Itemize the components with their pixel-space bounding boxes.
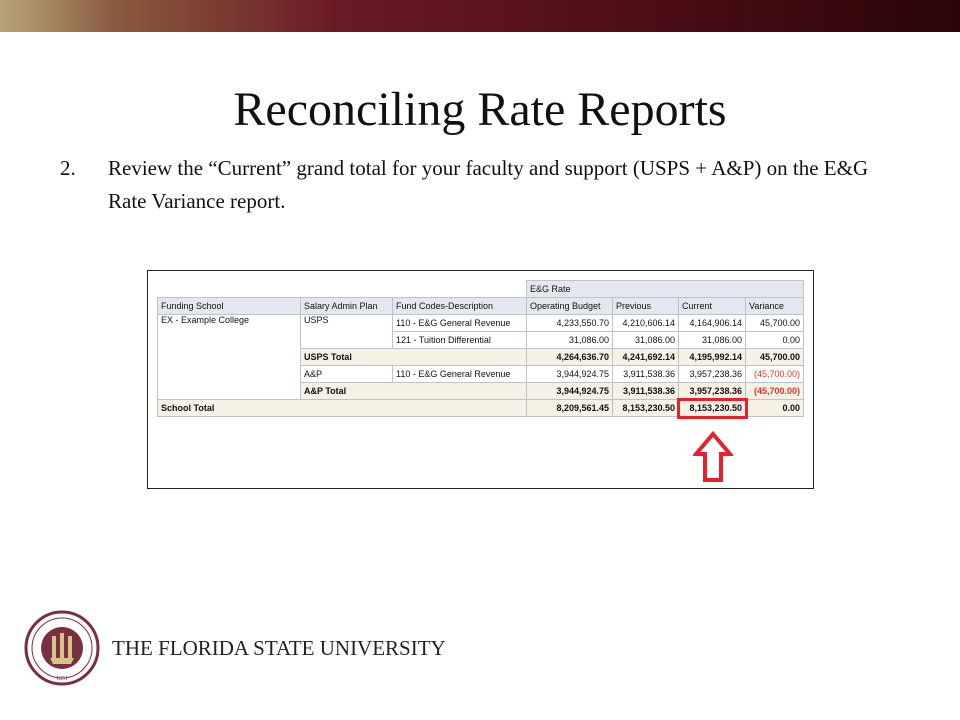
slide-title: Reconciling Rate Reports	[233, 83, 727, 136]
col-header: Variance	[746, 298, 804, 315]
value-cell: 3,944,924.75	[527, 366, 613, 383]
value-cell: 4,195,992.14	[679, 349, 746, 366]
up-arrow-icon	[693, 431, 733, 483]
value-cell: 0.00	[746, 400, 804, 417]
value-cell: 3,957,238.36	[679, 383, 746, 400]
value-cell: 45,700.00	[746, 315, 804, 332]
subtotal-label: USPS Total	[301, 349, 527, 366]
col-header: Salary Admin Plan	[301, 298, 393, 315]
value-cell: 31,086.00	[613, 332, 679, 349]
group-header: E&G Rate	[527, 281, 804, 298]
value-cell: 4,264,636.70	[527, 349, 613, 366]
table-row	[158, 315, 804, 332]
funding-school-cell: EX - Example College	[158, 315, 301, 400]
value-cell: 4,241,692.14	[613, 349, 679, 366]
grand-total-label: School Total	[158, 400, 527, 417]
value-cell: 3,957,238.36	[679, 366, 746, 383]
value-cell: 3,911,538.36	[613, 366, 679, 383]
fund-cell: 110 - E&G General Revenue	[393, 366, 527, 383]
step-number: 2.	[60, 156, 76, 180]
value-cell: (45,700.00)	[746, 383, 804, 400]
value-cell: 31,086.00	[679, 332, 746, 349]
col-header: Fund Codes-Description	[393, 298, 527, 315]
value-cell: 0.00	[746, 332, 804, 349]
admin-plan-cell: A&P	[301, 366, 393, 383]
university-seal-icon	[24, 610, 100, 686]
highlighted-current-total: 8,153,230.50	[679, 400, 746, 417]
value-cell: 4,164,906.14	[679, 315, 746, 332]
value-cell: 8,153,230.50	[613, 400, 679, 417]
col-header: Funding School	[158, 298, 301, 315]
top-banner	[0, 0, 960, 32]
col-header: Operating Budget	[527, 298, 613, 315]
rate-variance-table	[157, 280, 804, 417]
report-screenshot	[147, 270, 814, 489]
university-name: THE FLORIDA STATE UNIVERSITY	[112, 636, 446, 660]
value-cell: (45,700.00)	[746, 366, 804, 383]
value-cell: 45,700.00	[746, 349, 804, 366]
step-text: Review the “Current” grand total for your faculty and support (USPS + A&P) on the E&G Rate Variance report.	[108, 156, 869, 213]
admin-plan-cell: USPS	[301, 315, 393, 349]
fund-cell: 121 - Tuition Differential	[393, 332, 527, 349]
value-cell: 3,944,924.75	[527, 383, 613, 400]
value-cell: 31,086.00	[527, 332, 613, 349]
value-cell: 4,233,550.70	[527, 315, 613, 332]
col-header: Previous	[613, 298, 679, 315]
grand-total-row	[158, 400, 804, 417]
value-cell: 3,911,538.36	[613, 383, 679, 400]
value-cell: 4,210,606.14	[613, 315, 679, 332]
col-header: Current	[679, 298, 746, 315]
fund-cell: 110 - E&G General Revenue	[393, 315, 527, 332]
step-item	[60, 152, 910, 218]
subtotal-label: A&P Total	[301, 383, 527, 400]
value-cell: 8,209,561.45	[527, 400, 613, 417]
seal-year: 1851	[56, 676, 68, 682]
